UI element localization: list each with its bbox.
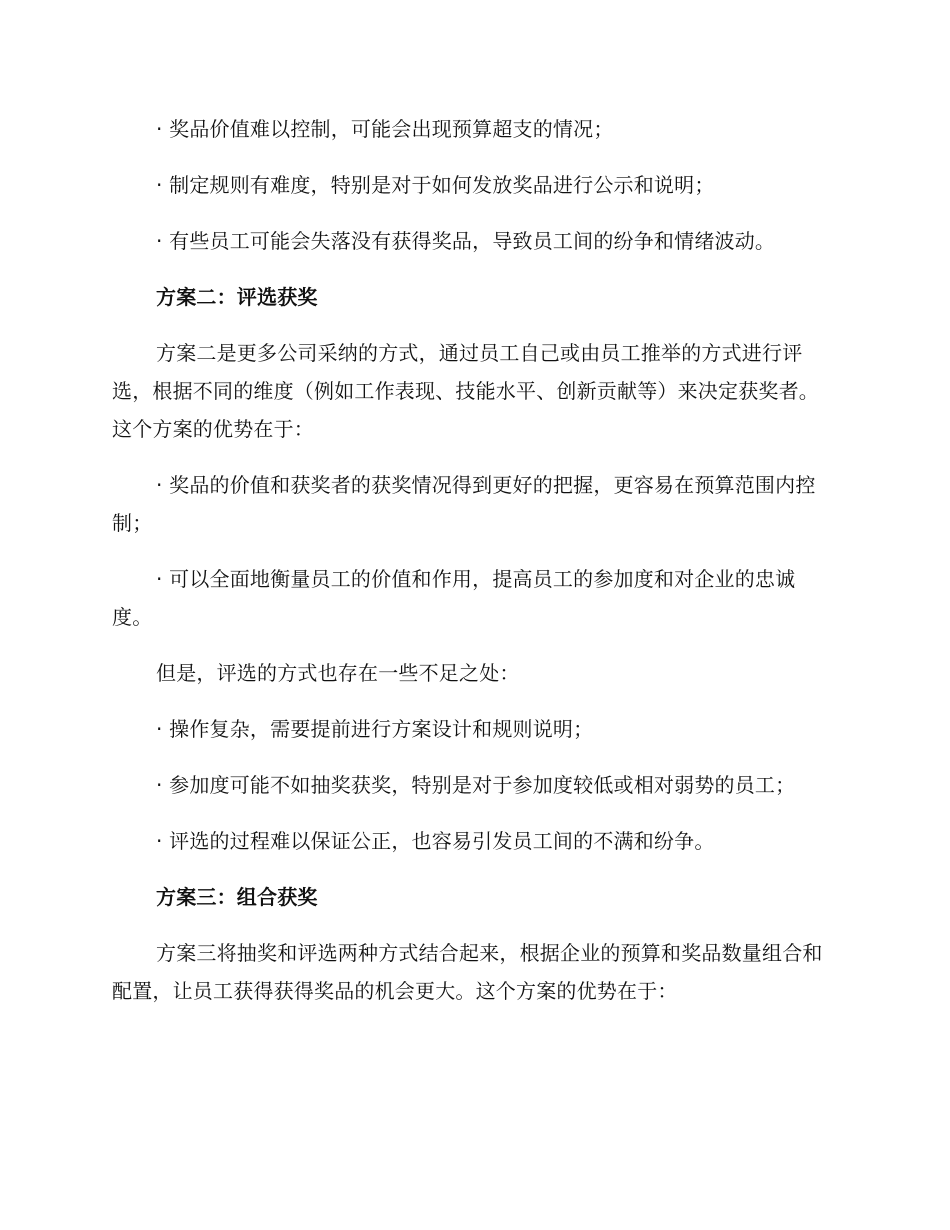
bullet-budget-control: · 奖品价值难以控制，可能会出现预算超支的情况；	[156, 117, 614, 141]
bullet-rule-difficulty: · 制定规则有难度，特别是对于如何发放奖品进行公示和说明；	[156, 173, 715, 197]
bullet-comprehensive-evaluation: · 可以全面地衡量员工的价值和作用，提高员工的参加度和对企业的忠诚度。	[112, 567, 796, 629]
paragraph-plan-two-intro: 方案二是更多公司采纳的方式，通过员工自己或由员工推举的方式进行评选，根据不同的维度（例如工作表现、技能水平、创新贡献等）来决定获奖者。这个方案的优势在于：	[112, 341, 819, 441]
paragraph-plan-two-drawbacks: 但是，评选的方式也存在一些不足之处：	[156, 661, 520, 685]
bullet-fairness-issue: · 评选的过程难以保证公正，也容易引发员工间的不满和纷争。	[156, 829, 715, 853]
bullet-lower-participation: · 参加度可能不如抽奖获奖，特别是对于参加度较低或相对弱势的员工；	[156, 773, 796, 797]
section-heading-plan-three: 方案三：组合获奖	[156, 885, 318, 909]
bullet-complex-operation: · 操作复杂，需要提前进行方案设计和规则说明；	[156, 717, 594, 741]
section-heading-plan-two: 方案二：评选获奖	[156, 285, 318, 309]
bullet-prize-value-control: · 奖品的价值和获奖者的获奖情况得到更好的把握，更容易在预算范围内控制；	[112, 473, 816, 535]
paragraph-plan-three-intro: 方案三将抽奖和评选两种方式结合起来，根据企业的预算和奖品数量组合和配置，让员工获得获得奖品的机会更大。这个方案的优势在于：	[112, 941, 823, 1003]
document-body	[112, 110, 832, 1028]
bullet-employee-disappointment: · 有些员工可能会失落没有获得奖品，导致员工间的纷争和情绪波动。	[156, 229, 776, 253]
